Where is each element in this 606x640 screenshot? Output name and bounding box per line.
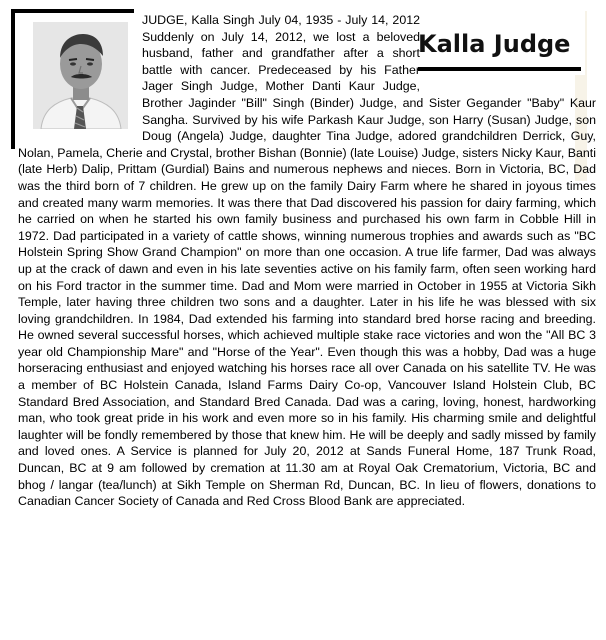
deceased-name-heading: Kalla Judge xyxy=(418,30,571,58)
corner-rule-left xyxy=(11,9,15,149)
heading-space xyxy=(420,12,596,82)
photo-space xyxy=(18,12,142,142)
obituary-text: JUDGE, Kalla Singh July 04, 1935 - July 14, 2012 Suddenly on July 14, 2012, we lost a beloved husband, father and grandfather after a short battle with cancer. Predeceased by his Father Jager Singh Judge, Mother Danti Kaur Judge, Brother Jaginder "Bill" Singh (Binder) Judge, and Sister Gegander "Baby" Kaur Sangha. Survived by his wife Parkash Kaur Judge, son Harry (Susan) Judge, son Doug (Angela) Judge, daughter Tina Judge, adored grandchildren Derrick, Guy, Nolan, Pamela, Cherie and Crystal, brother Bishan (Bonnie) (late Louise) Judge, sisters Nicky Kaur, Banti (late Herb) Dalip, Prittam (Gurdial) Bains and numerous nephews and nieces. Born in Victoria, BC, Dad was the third born of 7 children. He grew up on the family Dairy Farm where he shared in joyous times and created many warm memories. It was there that Dad discovered his passion for dairy farming, which he carried on when he started his own family business and purchased his own farm in Cobble Hill in 1972. Dad participated in a variety of cattle shows, winning numerous trophies and awards such as "BC Holstein Spring Show Grand Champion" on more than one occasion. A true life farmer, Dad was always up at the crack of dawn and even in his late seventies active on his family farm, often seen working hard on his Ford tractor in the summer time. Dad and Mom were married in October in 1955 at Victoria Sikh Temple, later having three children two sons and a daughter. Later in his life he was blessed with six loving grandchildren. In 1984, Dad extended his farming into standard bred horse racing and breeding. He owned several successful horses, which achieved multiple stake race victories and won the "All BC 3 year old Championship Mare" and "Horse of the Year". Even though this was a hobby, Dad was a huge horseracing enthusiast and enjoyed watching his horses race all over Canada on his satellite TV. He was a member of BC Holstein Canada, Island Farms Dairy Co-op, Vancouver Island Holstein Club, BC Standard Bred Association, and Standard Bred Canada. Dad was a caring, loving, honest, hardworking man, who took great pride in his work and even more so in his family. His charming smile and delightful laughter will be fondly remembered by those that knew him. He will be deeply and sadly missed by family and loved ones. A Service is planned for July 20, 2012 at Sands Funeral Home, 187 Trunk Road, Duncan, BC at 9 am followed by cremation at 11.30 am at Royal Oak Crematorium, Victoria, BC and bhog / langar (tea/lunch) at Sikh Temple on Sherman Rd, Duncan, BC. In lieu of flowers, donations to Canadian Cancer Society of Canada and Red Cross Blood Bank are appreciated. xyxy=(18,13,596,509)
obituary-body xyxy=(18,12,596,510)
